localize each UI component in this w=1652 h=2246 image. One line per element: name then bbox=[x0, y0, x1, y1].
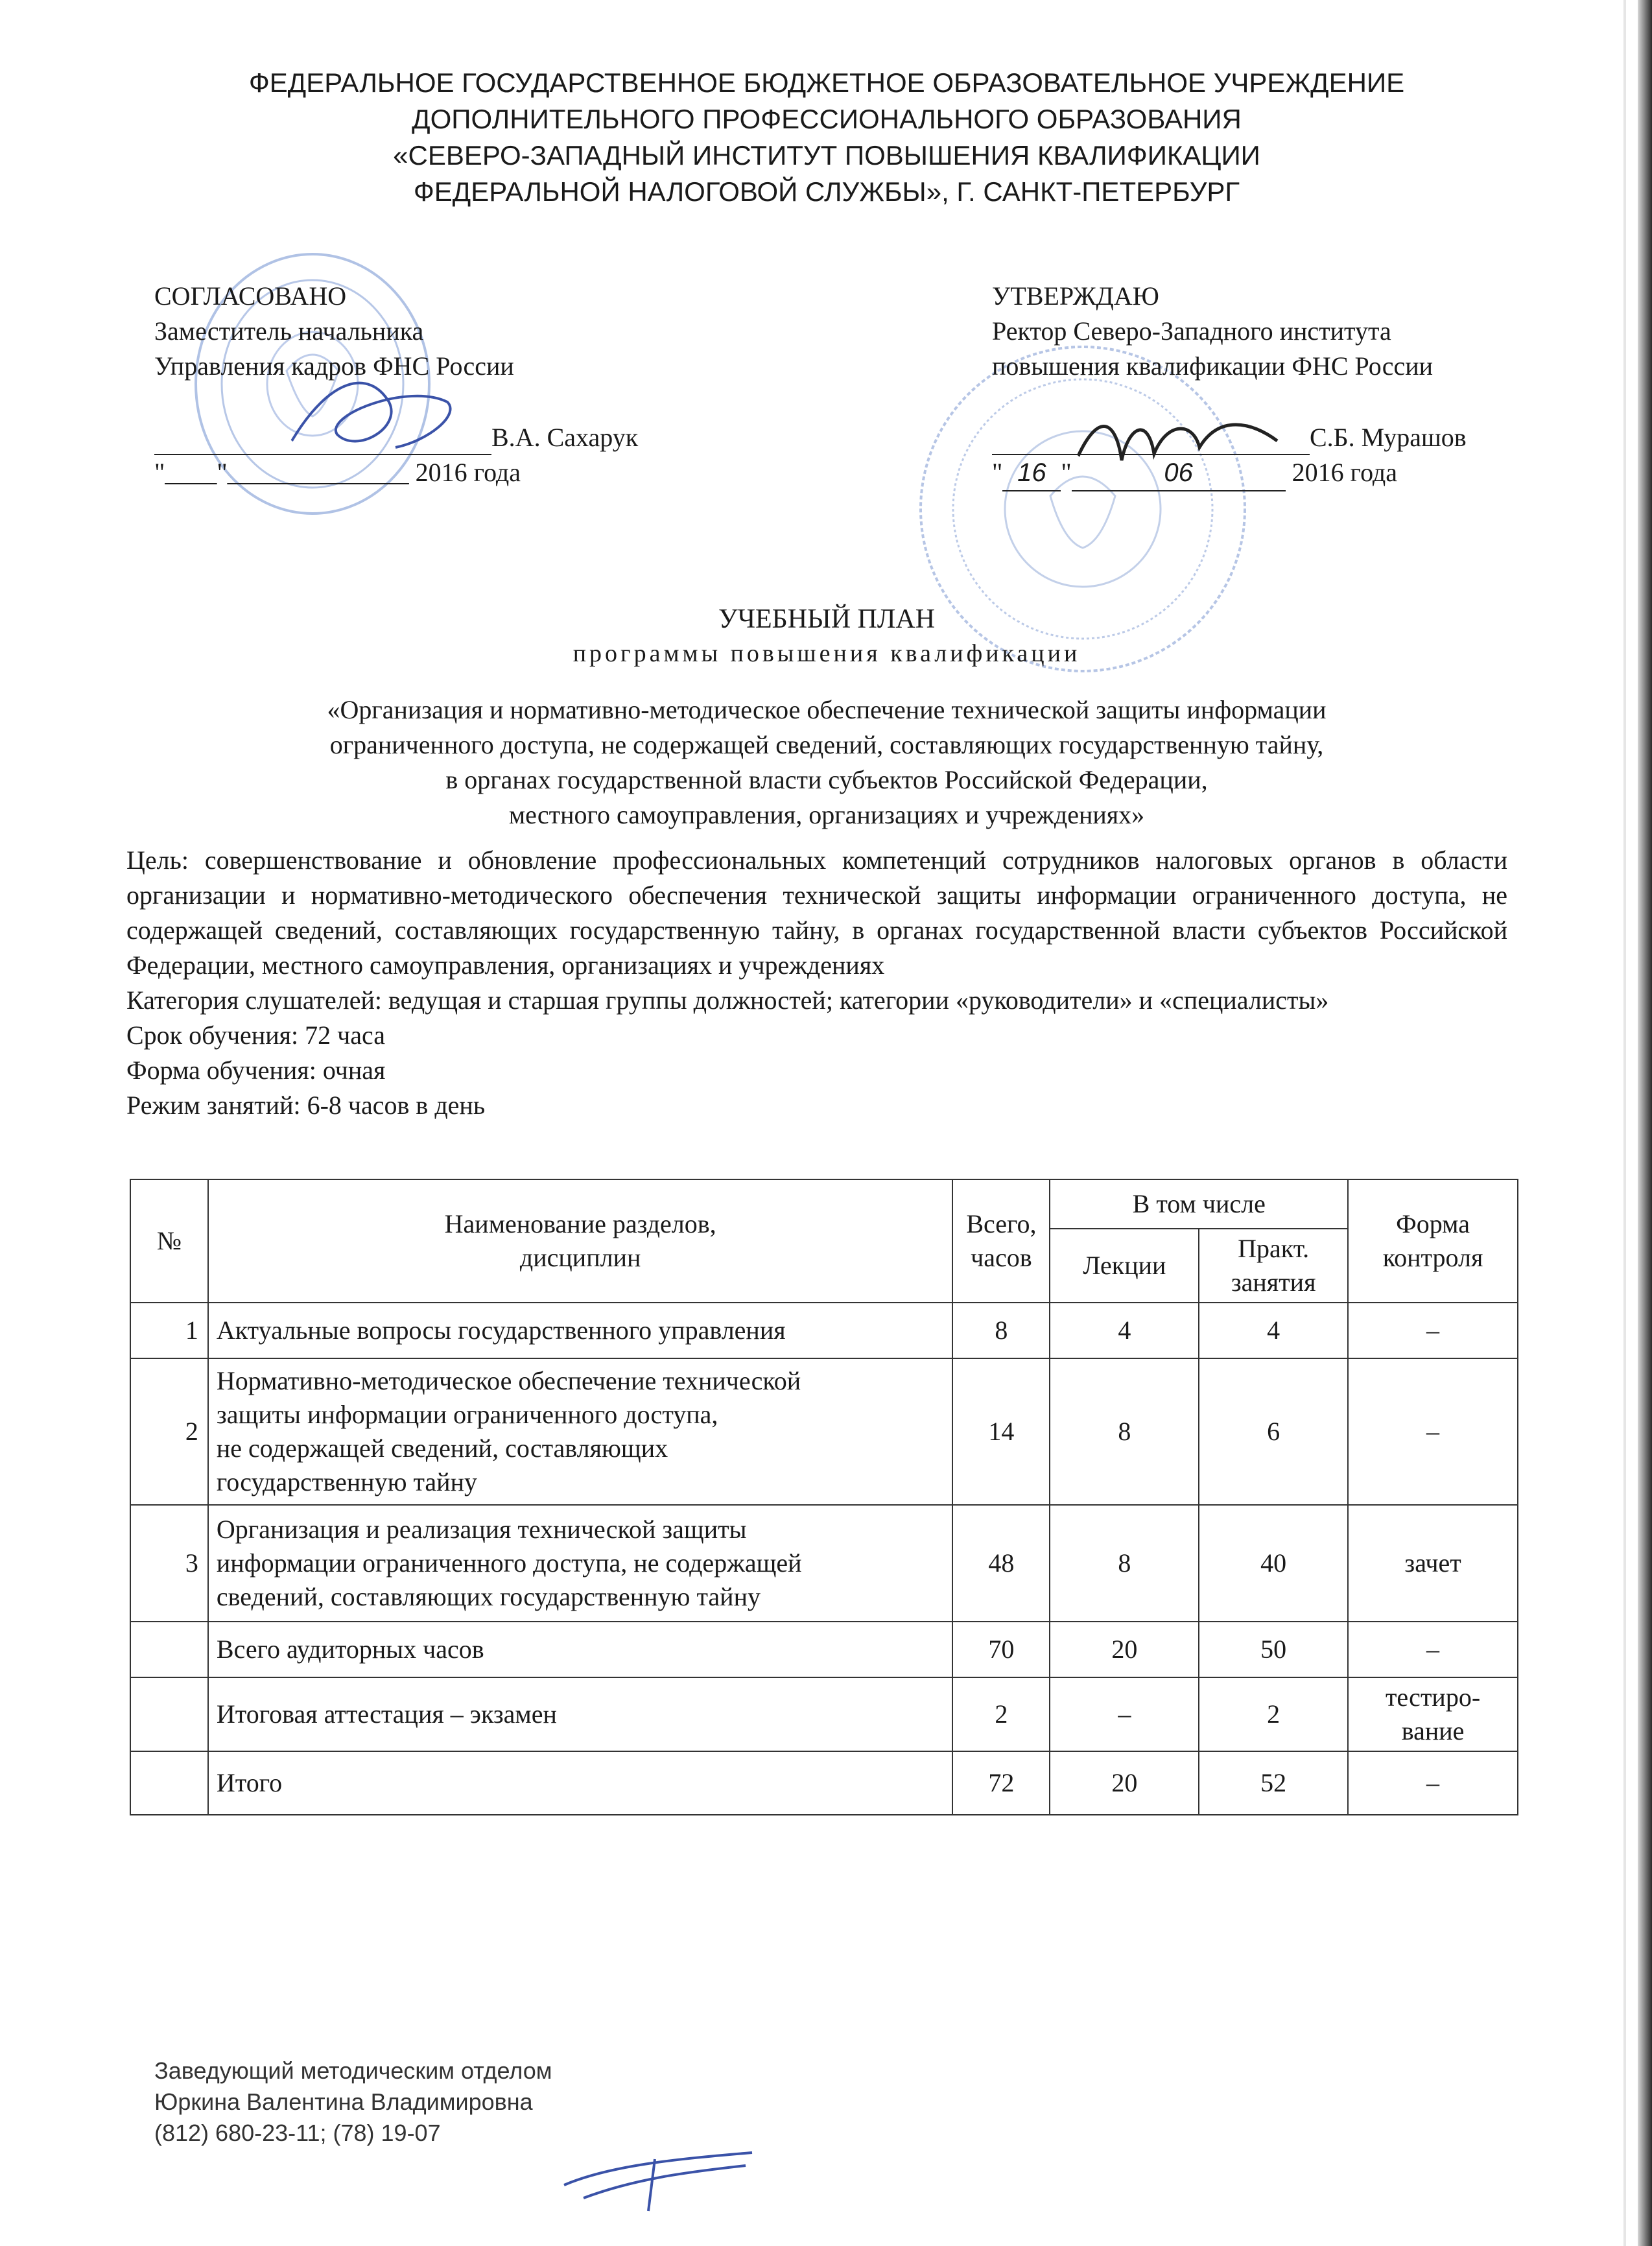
header-control-line: Форма bbox=[1396, 1209, 1470, 1238]
table-row bbox=[130, 1751, 1518, 1815]
row-num: 2 bbox=[130, 1358, 208, 1505]
row-control bbox=[1348, 1505, 1518, 1622]
row-lectures: 20 bbox=[1050, 1622, 1199, 1677]
contact-position: Заведующий методическим отделом bbox=[154, 2057, 552, 2084]
curriculum-table bbox=[130, 1179, 1518, 1815]
plan-title: УЧЕБНЫЙ ПЛАН bbox=[718, 604, 936, 634]
header-practice-line: занятия bbox=[1231, 1268, 1316, 1297]
row-control bbox=[1348, 1358, 1518, 1505]
approved-title: УТВЕРЖДАЮ bbox=[992, 281, 1159, 311]
row-lectures: 8 bbox=[1050, 1358, 1199, 1505]
program-name bbox=[162, 692, 1491, 833]
institution-header bbox=[130, 65, 1524, 210]
approved-signatory: С.Б. Мурашов bbox=[1310, 423, 1467, 452]
row-control bbox=[1348, 1677, 1518, 1751]
header-total-line: часов bbox=[971, 1243, 1032, 1272]
row-name-line: сведений, составляющих государственную тайну bbox=[216, 1582, 761, 1611]
row-name-line: Итоговая аттестация – экзамен bbox=[216, 1699, 557, 1729]
agreed-signatory: В.А. Сахарук bbox=[491, 423, 639, 452]
row-control-line: зачет bbox=[1404, 1548, 1461, 1578]
agreed-block bbox=[154, 279, 673, 490]
row-num: 1 bbox=[130, 1303, 208, 1358]
row-control bbox=[1348, 1303, 1518, 1358]
row-lectures: 8 bbox=[1050, 1505, 1199, 1622]
program-name-line: местного самоуправления, организациях и учреждениях» bbox=[508, 800, 1145, 829]
row-practice: 2 bbox=[1199, 1677, 1348, 1751]
row-name-line: защиты информации ограниченного доступа, bbox=[216, 1400, 718, 1429]
agreed-date: "____"______________ 2016 года bbox=[154, 458, 521, 487]
row-name-line: государственную тайну bbox=[216, 1467, 477, 1496]
row-name bbox=[208, 1303, 953, 1358]
header-lectures: Лекции bbox=[1050, 1229, 1199, 1303]
table-row bbox=[130, 1505, 1518, 1622]
contact-footer bbox=[154, 2055, 552, 2149]
agreed-position: Управления кадров ФНС России bbox=[154, 351, 514, 381]
row-lectures: – bbox=[1050, 1677, 1199, 1751]
header-line: ДОПОЛНИТЕЛЬНОГО ПРОФЕССИОНАЛЬНОГО ОБРАЗОВАНИЯ bbox=[412, 104, 1242, 134]
row-control bbox=[1348, 1751, 1518, 1815]
header-name-line: дисциплин bbox=[519, 1243, 641, 1272]
table-row bbox=[130, 1622, 1518, 1677]
header-line: «СЕВЕРО-ЗАПАДНЫЙ ИНСТИТУТ ПОВЫШЕНИЯ КВАЛИФИКАЦИИ bbox=[393, 140, 1260, 171]
row-num: 3 bbox=[130, 1505, 208, 1622]
program-name-line: «Организация и нормативно-методическое обеспечение технической защиты информации bbox=[327, 695, 1327, 724]
row-control-line: – bbox=[1426, 1768, 1440, 1797]
row-total: 72 bbox=[952, 1751, 1050, 1815]
row-control-line: – bbox=[1426, 1316, 1440, 1345]
study-schedule: Режим занятий: 6-8 часов в день bbox=[126, 1091, 486, 1120]
row-name-line: не содержащей сведений, составляющих bbox=[216, 1434, 668, 1463]
row-control-line: тестиро- bbox=[1385, 1683, 1481, 1712]
approved-date-month: 06 bbox=[1072, 455, 1286, 491]
header-line: ФЕДЕРАЛЬНОЕ ГОСУДАРСТВЕННОЕ БЮДЖЕТНОЕ ОБРАЗОВАТЕЛЬНОЕ УЧРЕЖДЕНИЕ bbox=[248, 67, 1405, 98]
row-control-line: – bbox=[1426, 1635, 1440, 1664]
header-control bbox=[1348, 1179, 1518, 1303]
table-row bbox=[130, 1677, 1518, 1751]
row-control bbox=[1348, 1622, 1518, 1677]
header-practice bbox=[1199, 1229, 1348, 1303]
listener-category: Категория слушателей: ведущая и старшая группы должностей; категории «руководители» и «специалисты» bbox=[126, 986, 1329, 1015]
agreed-signature-line bbox=[154, 419, 673, 455]
row-name-line: информации ограниченного доступа, не содержащей bbox=[216, 1548, 802, 1578]
header-control-line: контроля bbox=[1382, 1243, 1483, 1272]
row-name-line: Организация и реализация технической защиты bbox=[216, 1515, 747, 1544]
row-name bbox=[208, 1622, 953, 1677]
curriculum-table-body bbox=[130, 1303, 1518, 1815]
row-total: 8 bbox=[952, 1303, 1050, 1358]
row-practice: 4 bbox=[1199, 1303, 1348, 1358]
signature-bottom bbox=[558, 2140, 765, 2217]
approved-date-day: 16 bbox=[1002, 455, 1061, 491]
plan-subtitle: программы повышения квалификации bbox=[572, 640, 1081, 667]
row-name-line: Итого bbox=[216, 1768, 283, 1797]
row-practice: 6 bbox=[1199, 1358, 1348, 1505]
plan-title-block bbox=[162, 602, 1491, 833]
row-total: 70 bbox=[952, 1622, 1050, 1677]
program-info bbox=[126, 843, 1507, 1123]
row-control-line: вание bbox=[1401, 1716, 1465, 1745]
row-control-line: – bbox=[1426, 1417, 1440, 1446]
row-num bbox=[130, 1622, 208, 1677]
approved-block bbox=[992, 279, 1511, 491]
row-name bbox=[208, 1505, 953, 1622]
row-name bbox=[208, 1677, 953, 1751]
row-lectures: 4 bbox=[1050, 1303, 1199, 1358]
header-name bbox=[208, 1179, 953, 1303]
agreed-title: СОГЛАСОВАНО bbox=[154, 281, 347, 311]
header-line: ФЕДЕРАЛЬНОЙ НАЛОГОВОЙ СЛУЖБЫ», Г. САНКТ-ПЕТЕРБУРГ bbox=[413, 176, 1240, 207]
contact-name: Юркина Валентина Владимировна bbox=[154, 2088, 533, 2115]
approved-date: " 16 " 06 2016 года bbox=[992, 455, 1511, 491]
row-practice: 50 bbox=[1199, 1622, 1348, 1677]
row-lectures: 20 bbox=[1050, 1751, 1199, 1815]
header-num: № bbox=[130, 1179, 208, 1303]
header-including: В том числе bbox=[1050, 1179, 1348, 1229]
program-goal: Цель: совершенствование и обновление профессиональных компетенций сотрудников налоговых органов в области организации и нормативно-методического обеспечения технической защиты информации ограниченного доступа, не содержащей сведений, составляющих государственную тайну, в органах государственной власти субъектов Российской Федерации, местного самоуправления, организациях и учреждениях bbox=[126, 845, 1507, 980]
contact-phone: (812) 680-23-11; (78) 19-07 bbox=[154, 2120, 441, 2146]
row-practice: 52 bbox=[1199, 1751, 1348, 1815]
row-name bbox=[208, 1751, 953, 1815]
row-practice: 40 bbox=[1199, 1505, 1348, 1622]
study-duration: Срок обучения: 72 часа bbox=[126, 1021, 386, 1050]
header-total bbox=[952, 1179, 1050, 1303]
study-form: Форма обучения: очная bbox=[126, 1056, 386, 1085]
scan-edge-line bbox=[1623, 0, 1626, 2246]
row-name-line: Всего аудиторных часов bbox=[216, 1635, 484, 1664]
row-name bbox=[208, 1358, 953, 1505]
scan-edge bbox=[1638, 0, 1652, 2246]
table-row bbox=[130, 1303, 1518, 1358]
approved-position: повышения квалификации ФНС России bbox=[992, 351, 1434, 381]
row-num bbox=[130, 1751, 208, 1815]
row-total: 14 bbox=[952, 1358, 1050, 1505]
table-row bbox=[130, 1358, 1518, 1505]
row-total: 48 bbox=[952, 1505, 1050, 1622]
agreed-position: Заместитель начальника bbox=[154, 316, 424, 346]
header-practice-line: Практ. bbox=[1238, 1234, 1310, 1263]
program-name-line: в органах государственной власти субъектов Российской Федерации, bbox=[445, 765, 1208, 794]
approved-position: Ректор Северо-Западного института bbox=[992, 316, 1391, 346]
program-name-line: ограниченного доступа, не содержащей сведений, составляющих государственную тайну, bbox=[329, 730, 1324, 759]
row-name-line: Актуальные вопросы государственного управления bbox=[216, 1316, 786, 1345]
approved-date-year: 2016 года bbox=[1292, 458, 1398, 487]
header-name-line: Наименование разделов, bbox=[444, 1209, 716, 1238]
approved-signature-line bbox=[992, 419, 1511, 455]
row-total: 2 bbox=[952, 1677, 1050, 1751]
row-name-line: Нормативно-методическое обеспечение технической bbox=[216, 1366, 801, 1395]
row-num bbox=[130, 1677, 208, 1751]
header-total-line: Всего, bbox=[966, 1209, 1037, 1238]
